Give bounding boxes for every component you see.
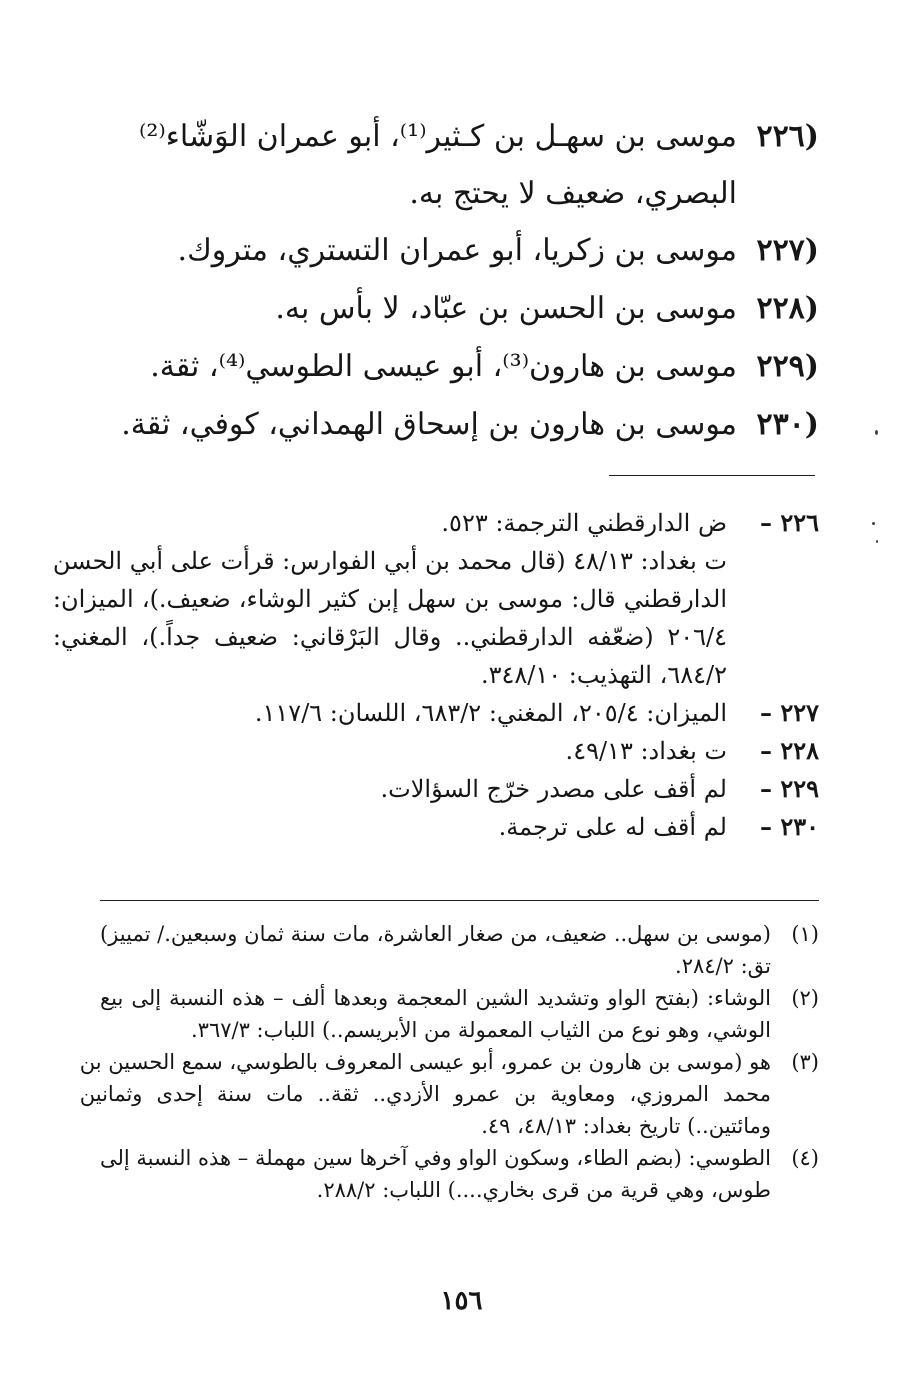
entry (100, 108, 819, 222)
source-note (52, 504, 819, 694)
entry (100, 396, 819, 454)
footnote (100, 1142, 819, 1206)
footnotes (79, 918, 819, 1206)
scan-speck (876, 540, 878, 543)
footnote-line: الوشاء: (بفتح الواو وتشديد الشين المعجمة وبعدها ألف – هذه النسبة إلى بيع (100, 986, 771, 1010)
footnote (79, 1046, 819, 1142)
entry (100, 338, 819, 396)
source-note-line: ض الدارقطني الترجمة: ٥٢٣. (441, 509, 727, 537)
footnote-number: (٣) (791, 1050, 819, 1074)
source-note-line: لم أقف له على ترجمة. (498, 813, 727, 841)
entry (100, 280, 819, 338)
entry-line: موسى بن هارون بن إسحاق الهمداني، كوفي، ثقة. (121, 407, 737, 442)
source-note-number: ٢٢٧ – (759, 698, 819, 727)
entry (100, 222, 819, 280)
page-number: ١٥٦ (440, 1286, 483, 1316)
source-note (100, 732, 819, 770)
entry-number: (٢٢٦ (756, 119, 819, 154)
footnote (100, 982, 819, 1046)
footnote-line: تق: ٢٨٤/٢. (675, 954, 771, 978)
footnote-number: (١) (791, 922, 819, 946)
footnote-number: (٤) (791, 1146, 819, 1170)
source-note-number: ٢٢٩ – (759, 774, 819, 803)
source-note-line: ت بغداد: ٤٩/١٣. (565, 737, 727, 765)
source-note-line: ٦٨٤/٢، التهذيب: ٣٤٨/١٠. (480, 661, 727, 689)
source-note (100, 808, 819, 846)
entry-line: البصري، ضعيف لا يحتج به. (409, 176, 737, 211)
source-notes (52, 504, 819, 846)
footnote-line: طوس، وهي قرية من قرى بخاري....) اللباب: ٢٨٨/٢. (316, 1178, 771, 1202)
footnote-line: ومائتين..) تاريخ بغداد: ٤٨/١٣، ٤٩. (481, 1114, 771, 1138)
entry-number: (٢٢٩ (756, 349, 819, 384)
entry-line: موسى بن الحسن بن عبّاد، لا بأس به. (275, 291, 737, 326)
footnote-line: (موسى بن سهل.. ضعيف، من صغار العاشرة، مات سنة ثمان وسبعين./ تمييز) (100, 922, 771, 946)
entry-line: موسى بن زكريا، أبو عمران التستري، متروك. (177, 233, 737, 268)
scan-speck (872, 522, 875, 525)
entry-number: (٢٢٧ (756, 233, 819, 268)
narrator-entries (100, 108, 819, 454)
source-note-number: ٢٣٠ – (759, 812, 819, 841)
source-note-line: لم أقف على مصدر خرّج السؤالات. (380, 775, 727, 803)
entry-line: موسى بن سهـل بن كـثير⁽¹⁾، أبو عمران الوَشّاء⁽²⁾ (139, 119, 737, 154)
source-note-line: الميزان: ٢٠٥/٤، المغني: ٦٨٣/٢، اللسان: ١١٧/٦. (254, 699, 727, 727)
section-divider (609, 475, 815, 476)
source-note-line: الدارقطني قال: موسى بن سهل إبن كثير الوشاء، ضعيف.)، الميزان: (52, 585, 727, 613)
entry-line: موسى بن هارون⁽³⁾، أبو عيسى الطوسي⁽⁴⁾، ثقة. (150, 349, 737, 384)
footnote-line: الوشي، وهو نوع من الثياب المعمولة من الأبريسم..) اللباب: ٣٦٧/٣. (190, 1018, 771, 1042)
source-note (100, 770, 819, 808)
source-note-line: ٢٠٦/٤ (ضعّفه الدارقطني.. وقال البَرْقاني: ضعيف جداً.)، المغني: (52, 623, 727, 651)
scan-speck (875, 430, 878, 435)
footnote-line: الطوسي: (بضم الطاء، وسكون الواو وفي آخرها سين مهملة – هذه النسبة إلى (100, 1146, 771, 1170)
entry-number: (٢٢٨ (756, 291, 819, 326)
footnote-line: محمد المروزي، ومعاوية بن عمرو الأزدي.. ثقة.. مات سنة إحدى وثمانين (79, 1082, 771, 1106)
source-note-line: ت بغداد: ٤٨/١٣ (قال محمد بن أبي الفوارس: قرأت على أبي الحسن (52, 547, 727, 575)
footnote-divider (100, 900, 819, 901)
source-note-number: ٢٢٦ – (759, 508, 819, 537)
footnote-number: (٢) (791, 986, 819, 1010)
footnote (100, 918, 819, 982)
source-note (100, 694, 819, 732)
entry-number: (٢٣٠ (756, 407, 819, 442)
footnote-line: هو (موسى بن هارون بن عمرو، أبو عيسى المعروف بالطوسي، سمع الحسين بن (79, 1050, 771, 1074)
source-note-number: ٢٢٨ – (759, 736, 819, 765)
